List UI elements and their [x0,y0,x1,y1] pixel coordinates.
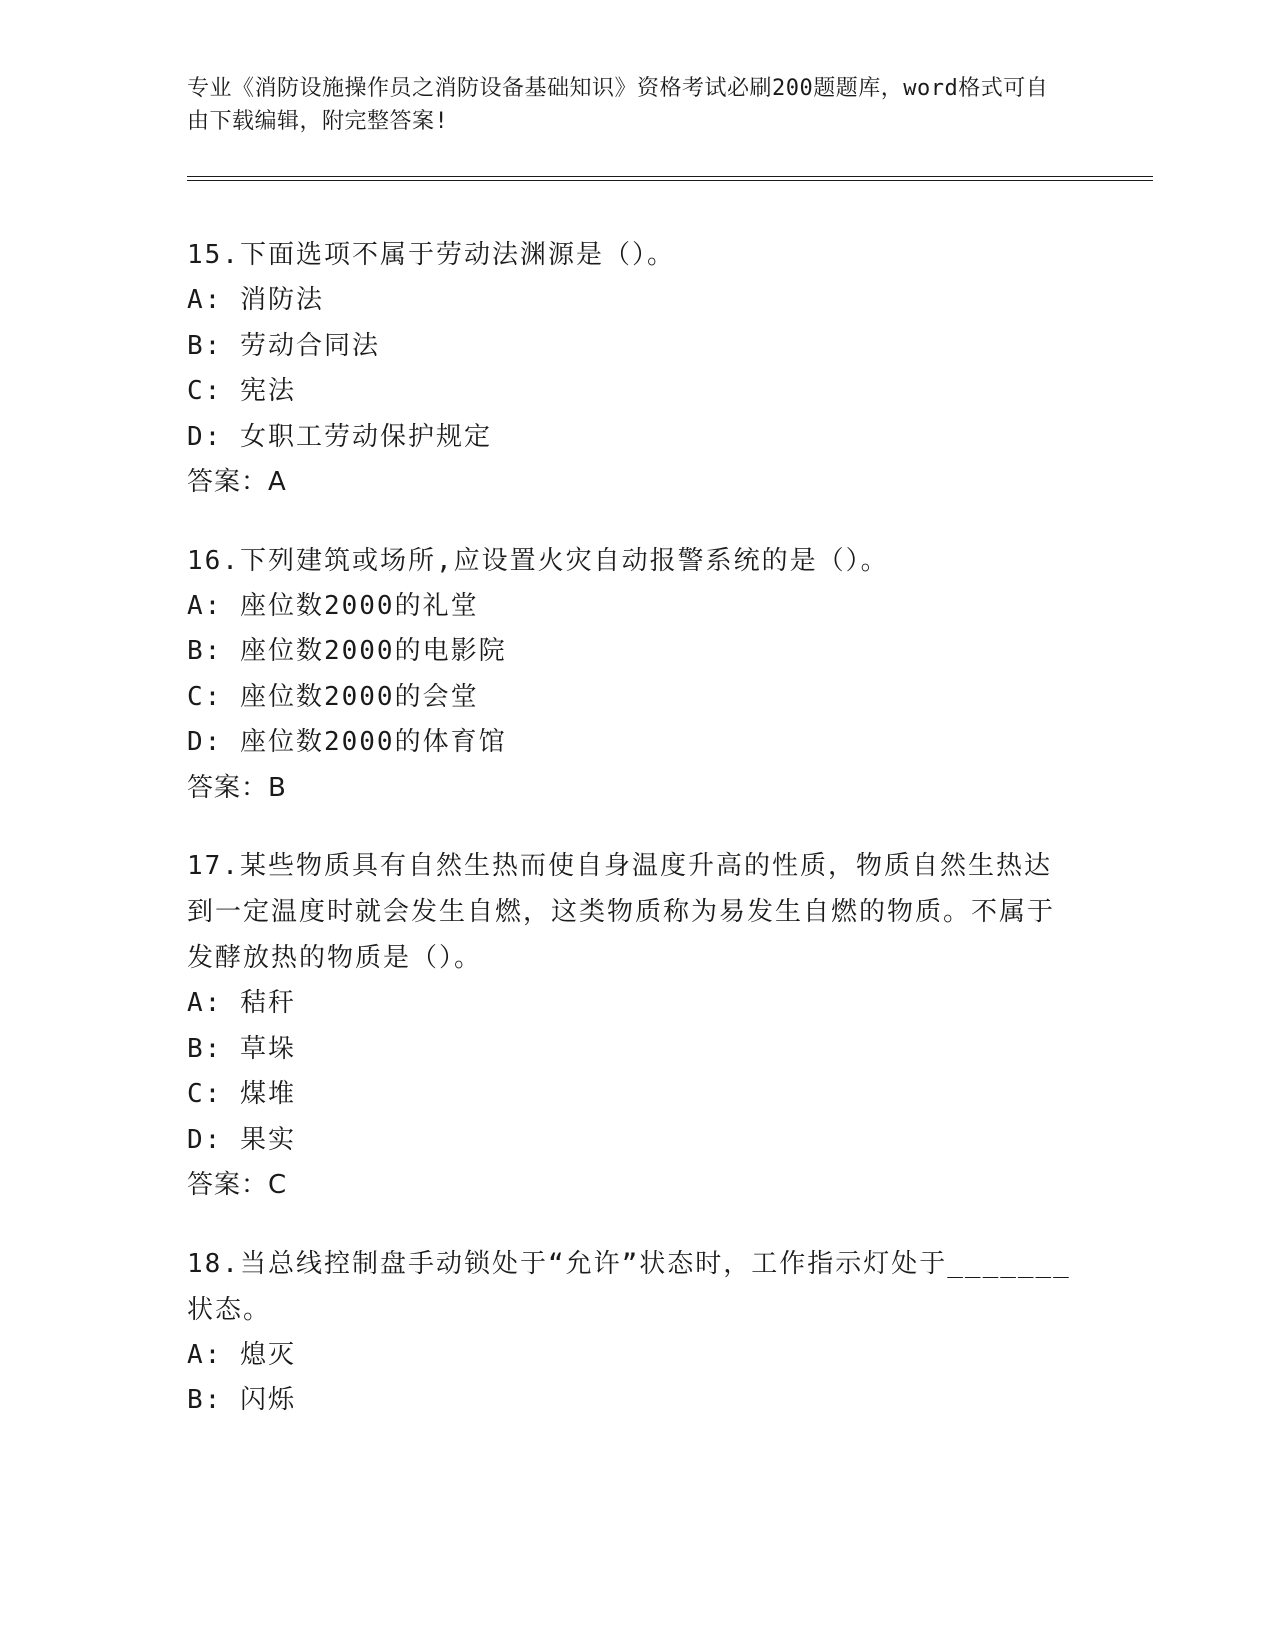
question-stem: 16.下列建筑或场所,应设置火灾自动报警系统的是（）。 [187,545,889,576]
option-b: B: 闪烁 [187,1385,296,1415]
option-b: B: 劳动合同法 [187,330,380,361]
option-a: A: 秸秆 [187,988,296,1018]
header-divider [187,176,1153,181]
question-18 [187,1241,1077,1424]
option-c: C: 座位数2000的会堂 [187,681,479,712]
question-stem: 18.当总线控制盘手动锁处于“允许”状态时，工作指示灯处于_______状态。 [187,1248,1071,1325]
question-stem: 17.某些物质具有自然生热而使自身温度升高的性质，物质自然生热达到一定温度时就会发生自燃，这类物质称为易发生自燃的物质。不属于发酵放热的物质是（）。 [187,851,1056,973]
document-header: 专业《消防设施操作员之消防设备基础知识》资格考试必刷200题题库，word格式可自由下载编辑，附完整答案! [187,76,1049,134]
option-d: D: 果实 [187,1124,296,1155]
option-d: D: 女职工劳动保护规定 [187,421,492,452]
option-c: C: 煤堆 [187,1079,296,1109]
question-stem: 15.下面选项不属于劳动法渊源是（）。 [187,240,675,270]
question-list [187,232,1077,1456]
answer-line: 答案：A [187,467,287,497]
option-a: A: 熄灭 [187,1339,296,1370]
option-b: B: 草垛 [187,1033,296,1064]
option-a: A: 座位数2000的礼堂 [187,590,479,621]
question-17 [187,843,1077,1209]
option-b: B: 座位数2000的电影院 [187,636,507,666]
answer-line: 答案：C [187,1170,288,1200]
answer-line: 答案：B [187,772,287,803]
option-c: C: 宪法 [187,376,296,406]
question-15 [187,232,1077,506]
option-a: A: 消防法 [187,285,324,315]
option-d: D: 座位数2000的体育馆 [187,727,507,757]
question-16 [187,538,1077,812]
